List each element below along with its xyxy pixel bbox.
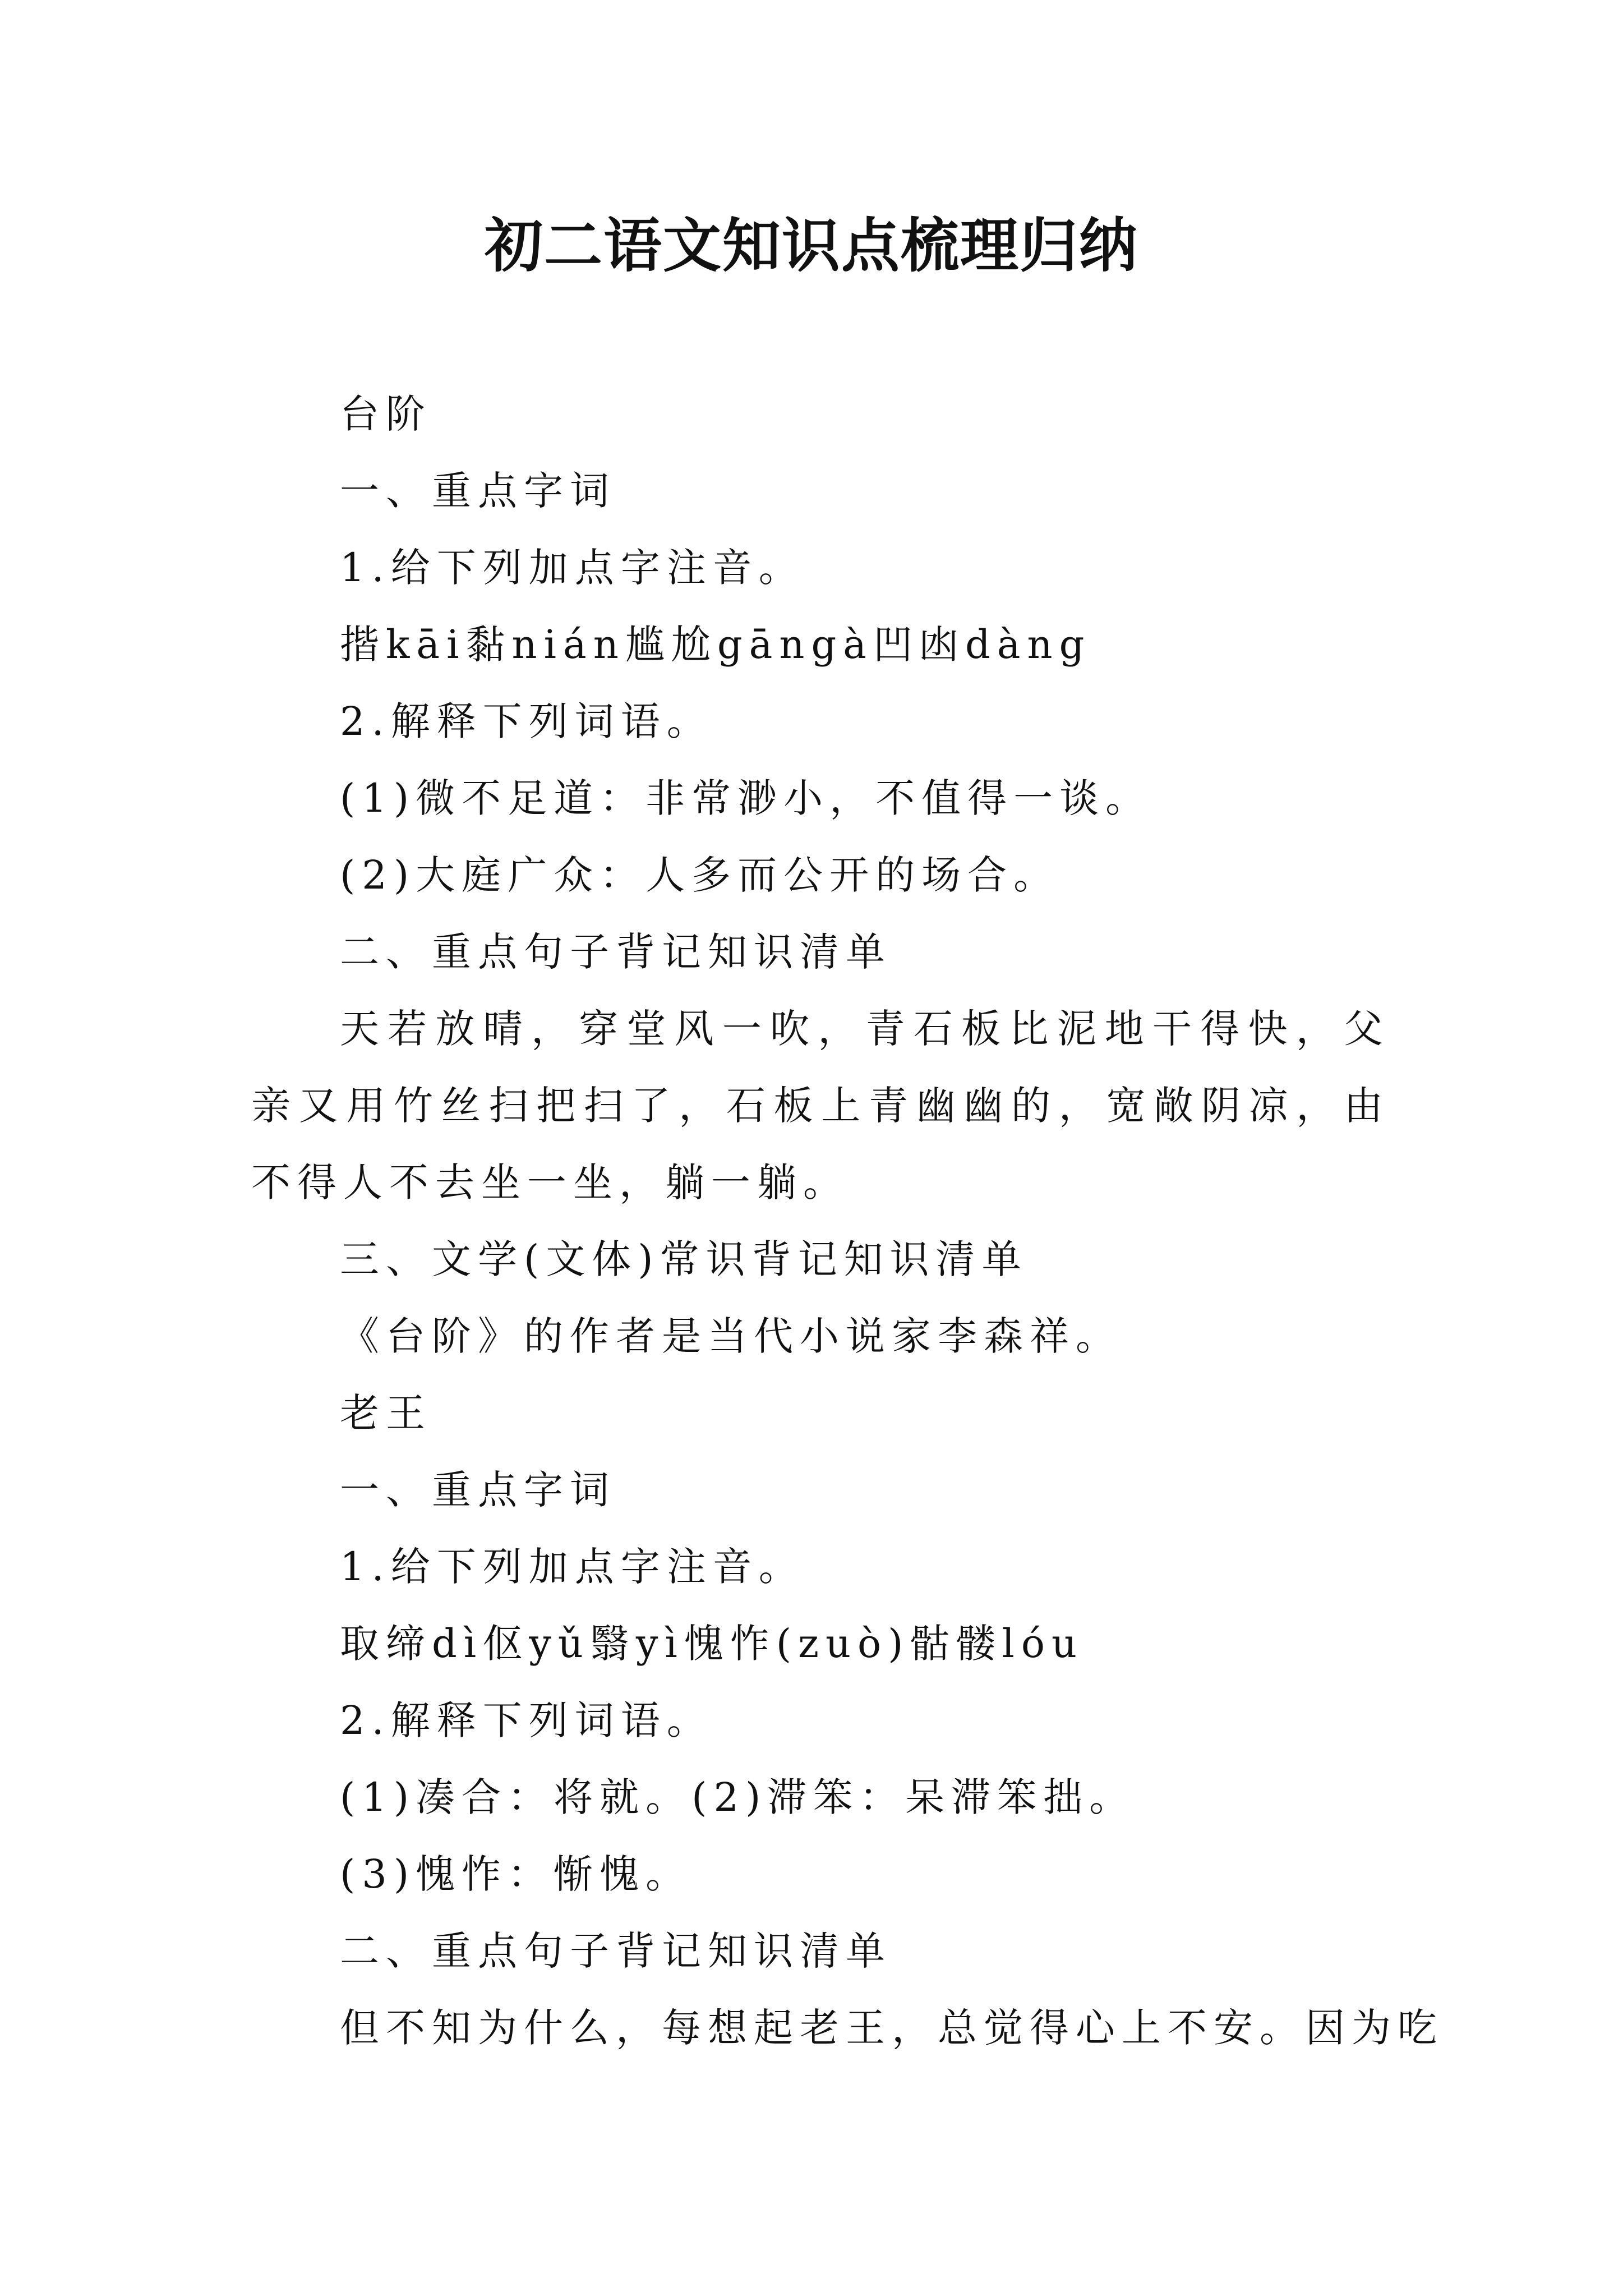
subsection-heading: 一、重点字词 <box>340 468 616 514</box>
subsection-heading: 一、重点字词 <box>340 1467 616 1513</box>
section-heading-laowang: 老王 <box>340 1390 432 1436</box>
definition-line: (2)大庭广众：人多而公开的场合。 <box>340 852 1060 898</box>
pinyin-line: 揩kāi黏nián尴尬gāngà凹凼dàng <box>340 622 1091 668</box>
definition-line: (1)微不足道：非常渺小，不值得一谈。 <box>340 775 1152 821</box>
question-text: 1.给下列加点字注音。 <box>340 1544 805 1590</box>
body-text: 但不知为什么，每想起老王，总觉得心上不安。因为吃 <box>340 2005 1444 2051</box>
subsection-heading: 三、文学(文体)常识背记知识清单 <box>340 1236 1028 1282</box>
subsection-heading: 二、重点句子背记知识清单 <box>340 1928 892 1974</box>
document-body <box>251 376 1444 2067</box>
question-text: 2.解释下列词语。 <box>340 1697 713 1743</box>
subsection-heading: 二、重点句子背记知识清单 <box>340 929 892 975</box>
body-text: 《台阶》的作者是当代小说家李森祥。 <box>340 1313 1122 1359</box>
quoted-passage: 天若放晴，穿堂风一吹，青石板比泥地干得快，父亲又用竹丝扫把扫了，石板上青幽幽的，宽敞阴凉，由不得人不去坐一坐，躺一躺。 <box>251 1006 1390 1205</box>
section-heading-taijie: 台阶 <box>340 391 432 437</box>
question-text: 1.给下列加点字注音。 <box>340 545 805 591</box>
document-title: 初二语文知识点梳理归纳 <box>484 211 1138 280</box>
definition-line: (1)凑合：将就。(2)滞笨：呆滞笨拙。 <box>340 1774 1136 1820</box>
definition-line: (3)愧怍：惭愧。 <box>340 1851 692 1897</box>
question-text: 2.解释下列词语。 <box>340 698 713 744</box>
pinyin-line: 取缔dì伛yǔ翳yì愧怍(zuò)骷髅lóu <box>340 1621 1084 1667</box>
